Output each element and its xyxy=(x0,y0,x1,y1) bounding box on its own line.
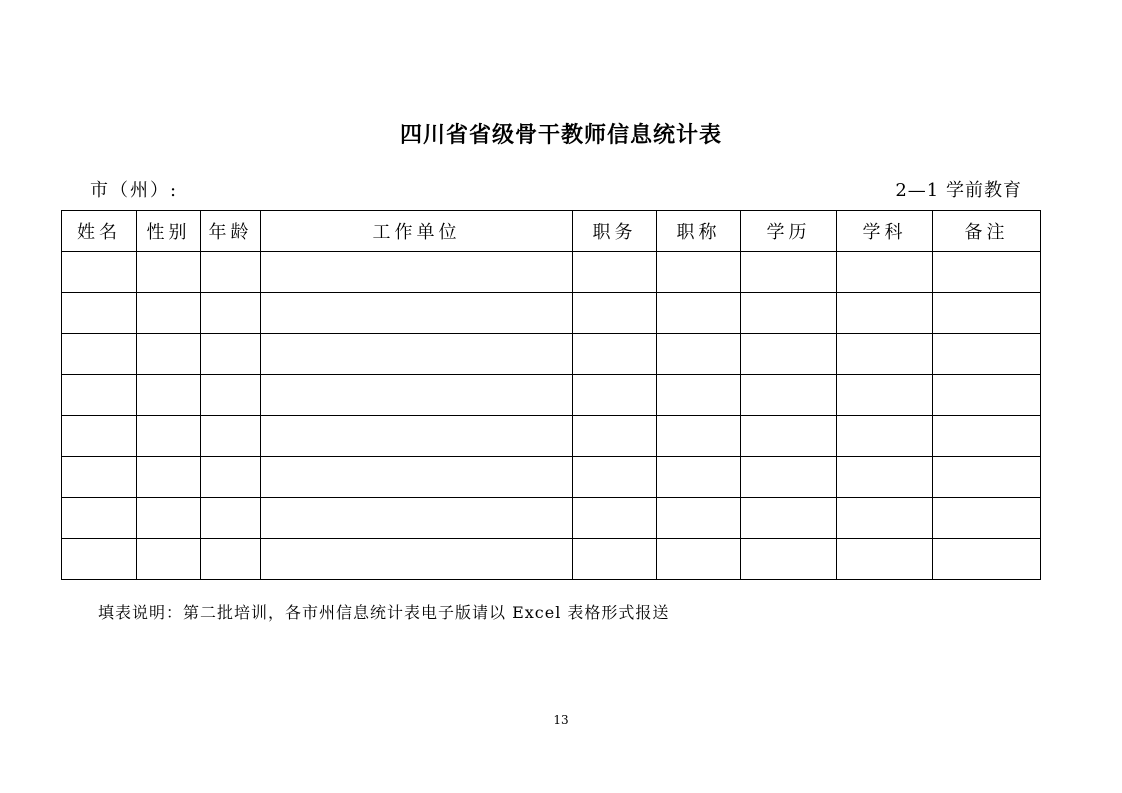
table-cell[interactable] xyxy=(657,416,741,457)
form-title: 四川省省级骨干教师信息统计表 xyxy=(399,123,722,148)
table-cell[interactable] xyxy=(201,252,261,293)
table-cell[interactable] xyxy=(201,498,261,539)
table-cell[interactable] xyxy=(201,539,261,580)
table-cell[interactable] xyxy=(201,293,261,334)
table-cell[interactable] xyxy=(573,498,657,539)
table-cell[interactable] xyxy=(573,416,657,457)
table-row xyxy=(62,293,1041,334)
table-cell[interactable] xyxy=(933,293,1041,334)
table-cell[interactable] xyxy=(62,498,137,539)
table-cell[interactable] xyxy=(741,293,837,334)
table-cell[interactable] xyxy=(657,334,741,375)
table-cell[interactable] xyxy=(201,334,261,375)
table-cell[interactable] xyxy=(741,457,837,498)
table-cell[interactable] xyxy=(933,252,1041,293)
column-header-position: 职务 xyxy=(573,211,657,252)
table-cell[interactable] xyxy=(261,375,573,416)
table-cell[interactable] xyxy=(933,375,1041,416)
table-cell[interactable] xyxy=(137,539,201,580)
table-cell[interactable] xyxy=(62,539,137,580)
table-cell[interactable] xyxy=(933,334,1041,375)
table-cell[interactable] xyxy=(741,416,837,457)
table-cell[interactable] xyxy=(261,457,573,498)
column-header-workplace: 工作单位 xyxy=(261,211,573,252)
table-cell[interactable] xyxy=(137,457,201,498)
table-row xyxy=(62,539,1041,580)
table-cell[interactable] xyxy=(137,293,201,334)
table-cell[interactable] xyxy=(657,293,741,334)
table-body xyxy=(62,252,1041,580)
table-cell[interactable] xyxy=(261,334,573,375)
table-cell[interactable] xyxy=(837,498,933,539)
table-cell[interactable] xyxy=(573,539,657,580)
table-cell[interactable] xyxy=(933,416,1041,457)
column-header-gender: 性别 xyxy=(137,211,201,252)
table-cell[interactable] xyxy=(261,498,573,539)
table-cell[interactable] xyxy=(837,457,933,498)
page-number: 13 xyxy=(553,713,569,727)
table-row xyxy=(62,457,1041,498)
table-cell[interactable] xyxy=(837,416,933,457)
table-cell[interactable] xyxy=(933,498,1041,539)
table-cell[interactable] xyxy=(261,252,573,293)
table-row xyxy=(62,498,1041,539)
column-header-remarks: 备注 xyxy=(933,211,1041,252)
table-cell[interactable] xyxy=(657,457,741,498)
column-header-name: 姓名 xyxy=(62,211,137,252)
table-cell[interactable] xyxy=(657,252,741,293)
table-cell[interactable] xyxy=(741,334,837,375)
table-cell[interactable] xyxy=(201,375,261,416)
table-header-row xyxy=(62,211,1041,252)
table-cell[interactable] xyxy=(741,252,837,293)
table-cell[interactable] xyxy=(137,416,201,457)
table-row xyxy=(62,416,1041,457)
table-cell[interactable] xyxy=(657,375,741,416)
table-row xyxy=(62,252,1041,293)
teacher-info-table xyxy=(61,210,1041,580)
table-cell[interactable] xyxy=(573,457,657,498)
table-row xyxy=(62,375,1041,416)
table-cell[interactable] xyxy=(62,457,137,498)
table-cell[interactable] xyxy=(62,334,137,375)
table-cell[interactable] xyxy=(573,334,657,375)
table-cell[interactable] xyxy=(62,293,137,334)
table-cell[interactable] xyxy=(837,375,933,416)
table-row xyxy=(62,334,1041,375)
table-cell[interactable] xyxy=(573,375,657,416)
table-cell[interactable] xyxy=(261,539,573,580)
table-cell[interactable] xyxy=(62,416,137,457)
table-cell[interactable] xyxy=(933,539,1041,580)
table-cell[interactable] xyxy=(741,375,837,416)
table-cell[interactable] xyxy=(201,457,261,498)
table-cell[interactable] xyxy=(837,293,933,334)
table-cell[interactable] xyxy=(261,416,573,457)
table-cell[interactable] xyxy=(137,334,201,375)
table-cell[interactable] xyxy=(62,252,137,293)
table-cell[interactable] xyxy=(741,498,837,539)
table-cell[interactable] xyxy=(261,293,573,334)
column-header-education: 学历 xyxy=(741,211,837,252)
category-label: 2—1 学前教育 xyxy=(895,180,1022,201)
table-cell[interactable] xyxy=(573,293,657,334)
table-cell[interactable] xyxy=(657,539,741,580)
city-label: 市（州）: xyxy=(90,180,179,201)
table-cell[interactable] xyxy=(62,375,137,416)
fill-instructions: 填表说明：第二批培训，各市州信息统计表电子版请以 Excel 表格形式报送 xyxy=(98,603,670,622)
table-cell[interactable] xyxy=(137,252,201,293)
table-cell[interactable] xyxy=(137,498,201,539)
table-cell[interactable] xyxy=(741,539,837,580)
table-cell[interactable] xyxy=(573,252,657,293)
table-cell[interactable] xyxy=(201,416,261,457)
column-header-age: 年龄 xyxy=(201,211,261,252)
table-cell[interactable] xyxy=(837,252,933,293)
table-cell[interactable] xyxy=(657,498,741,539)
table-cell[interactable] xyxy=(837,334,933,375)
column-header-title: 职称 xyxy=(657,211,741,252)
column-header-subject: 学科 xyxy=(837,211,933,252)
table-cell[interactable] xyxy=(933,457,1041,498)
table-cell[interactable] xyxy=(137,375,201,416)
table-cell[interactable] xyxy=(837,539,933,580)
